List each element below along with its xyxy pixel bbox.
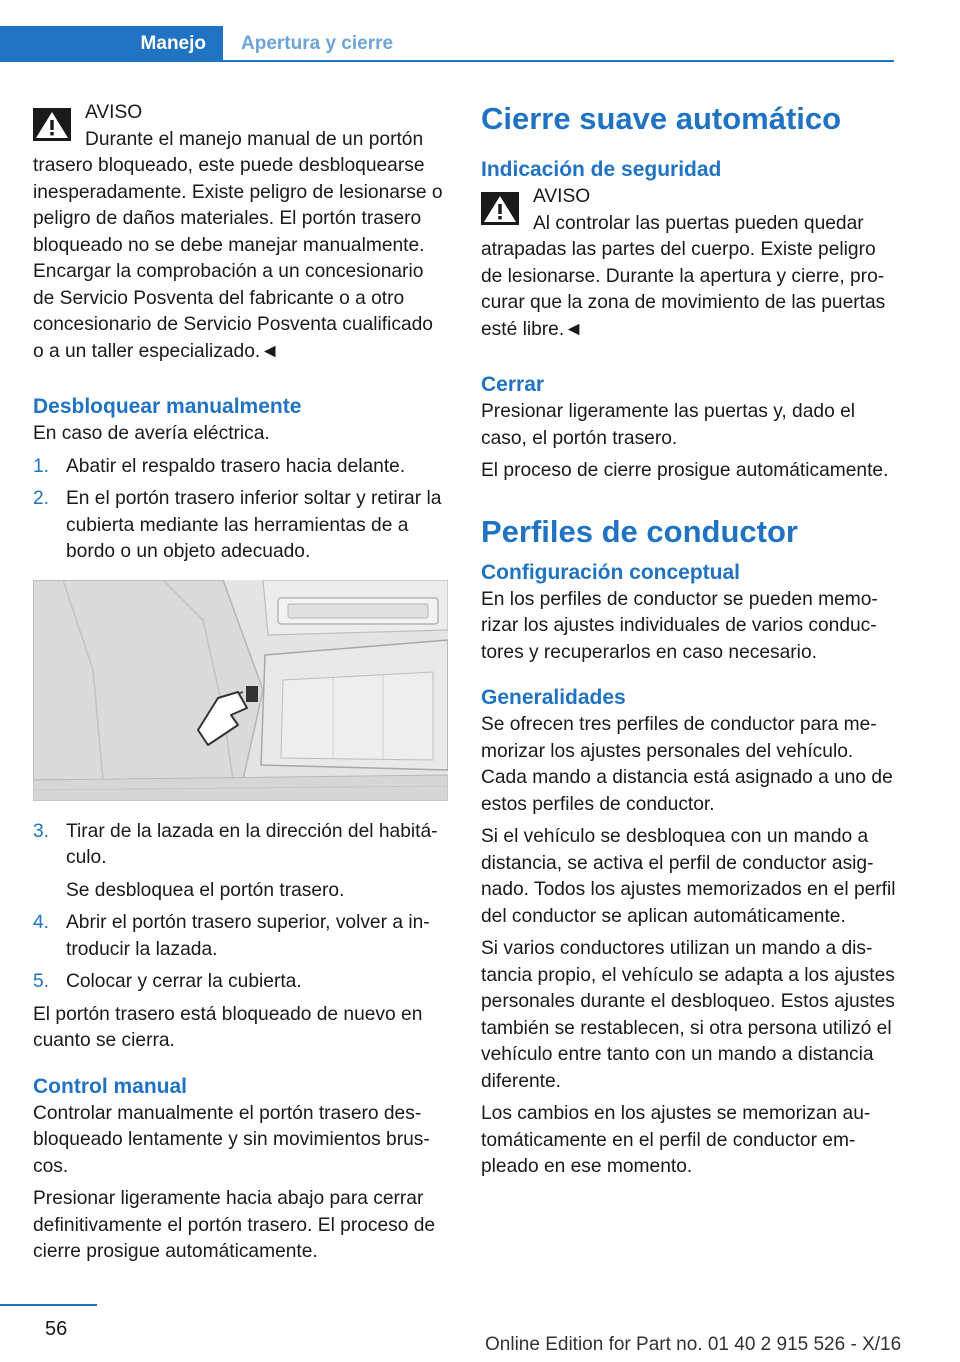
close-p2: El proceso de cierre prosigue automáticamente. — [481, 460, 889, 481]
step-result: Se desbloquea el portón trasero. — [66, 879, 345, 901]
warning-title: AVISO — [533, 186, 591, 207]
list-item — [33, 454, 448, 481]
list-item — [33, 819, 448, 905]
soft-close-heading: Cierre suave automático — [481, 101, 842, 136]
general-p4: Los cambios en los ajustes se memorizan automáticamente en el perfil de conductor empleado en ese momento. — [481, 1103, 871, 1177]
page-header — [0, 26, 894, 62]
step-text: Abrir el portón trasero superior, volver a introducir la lazada. — [66, 912, 430, 960]
warning-title: AVISO — [85, 102, 143, 123]
close-p1: Presionar ligeramente las puertas y, dado el caso, el portón trasero. — [481, 401, 856, 449]
steps-list-a — [33, 454, 448, 566]
section-tab-inactive: Apertura y cierre — [241, 33, 394, 54]
warning-block — [481, 184, 896, 343]
section-tab-active: Manejo — [0, 26, 223, 62]
unlock-heading: Desbloquear manualmente — [33, 395, 302, 418]
warning-first-line: Al controlar las puertas pueden quedar — [533, 212, 864, 234]
general-heading: Generalidades — [481, 686, 626, 709]
step-text: Tirar de la lazada en la dirección del habitáculo. — [66, 820, 438, 868]
manual-control-p1: Controlar manualmente el portón trasero desbloqueado lentamente y sin movimientos bruscos. — [33, 1102, 430, 1177]
trunk-illustration — [33, 580, 448, 801]
step-number: 5. — [33, 971, 50, 992]
general-p1: Se ofrecen tres perfiles de conductor para memorizar los ajustes personales del vehículo. Cada mando a distancia está asignado a uno de estos perfiles de conductor. — [481, 714, 893, 815]
trunk-illustration-drawing — [33, 580, 448, 801]
warning-icon — [481, 192, 519, 225]
step-number: 3. — [33, 820, 50, 842]
concept-heading: Configuración conceptual — [481, 560, 741, 584]
header-rule — [223, 60, 894, 62]
right-column — [481, 100, 896, 1187]
driver-profiles-heading: Perfiles de conductor — [481, 513, 798, 549]
warning-block — [33, 100, 448, 365]
close-heading: Cerrar — [481, 373, 545, 396]
unlock-intro: En caso de avería eléctrica. — [33, 423, 270, 444]
footer-rule — [0, 1304, 97, 1306]
warning-body: trasero bloqueado, este puede desbloquearse inesperadamente. Existe peligro de lesionarse o peligro de daños materiales. El portón trasero bloqueado no se debe manejar manualmente. Encargar la comprobación a un concesionario de Servicio Posventa del fabricante o a otro concesionario de Servicio Posventa cualificado o a un taller especializado.◄ — [33, 155, 443, 362]
general-p3: Si varios conductores utilizan un mando a distancia propio, el vehículo se adapta a los ajustes personales durante el desbloqueo. Estos ajustes también se restablecen, si otra persona utilizó el vehículo entre tanto con un mando a distancia diferente. — [481, 938, 895, 1092]
step-text: Abatir el respaldo trasero hacia delante. — [66, 455, 406, 477]
step-number: 2. — [33, 488, 50, 509]
step-number: 1. — [33, 455, 50, 477]
locked-again-text: El portón trasero está bloqueado de nuevo en cuanto se cierra. — [33, 1003, 423, 1051]
warning-first-line: Durante el manejo manual de un portón — [85, 128, 424, 150]
concept-text: En los perfiles de conductor se pueden memorizar los ajustes individuales de varios conductores y recuperarlos en caso necesario. — [481, 588, 878, 663]
warning-body: atrapadas las partes del cuerpo. Existe peligro de lesionarse. Durante la apertura y cierre, procurar que la zona de movimiento de las puertas esté libre.◄ — [481, 239, 886, 340]
list-item — [33, 969, 448, 996]
list-item — [33, 910, 448, 963]
safety-heading: Indicación de seguridad — [481, 158, 722, 181]
list-item — [33, 486, 448, 566]
edition-text: Online Edition for Part no. 01 40 2 915 526 - X/16 — [485, 1334, 902, 1355]
general-p2: Si el vehículo se desbloquea con un mando a distancia, se activa el perfil de conductor asignado. Todos los ajustes memorizados en el perfil del conductor se aplican automáticamente. — [481, 826, 896, 927]
step-number: 4. — [33, 912, 50, 933]
page-number: 56 — [45, 1318, 68, 1340]
steps-list-b — [33, 819, 448, 996]
step-text: En el portón trasero inferior soltar y retirar la cubierta mediante las herramientas de a bordo o un objeto adecuado. — [66, 488, 442, 562]
manual-control-p2: Presionar ligeramente hacia abajo para cerrar definitivamente el portón trasero. El proceso de cierre prosigue automáticamente. — [33, 1188, 436, 1262]
manual-control-heading: Control manual — [33, 1074, 188, 1098]
warning-icon — [33, 108, 71, 141]
left-column — [33, 100, 448, 1272]
step-text: Colocar y cerrar la cubierta. — [66, 971, 302, 992]
